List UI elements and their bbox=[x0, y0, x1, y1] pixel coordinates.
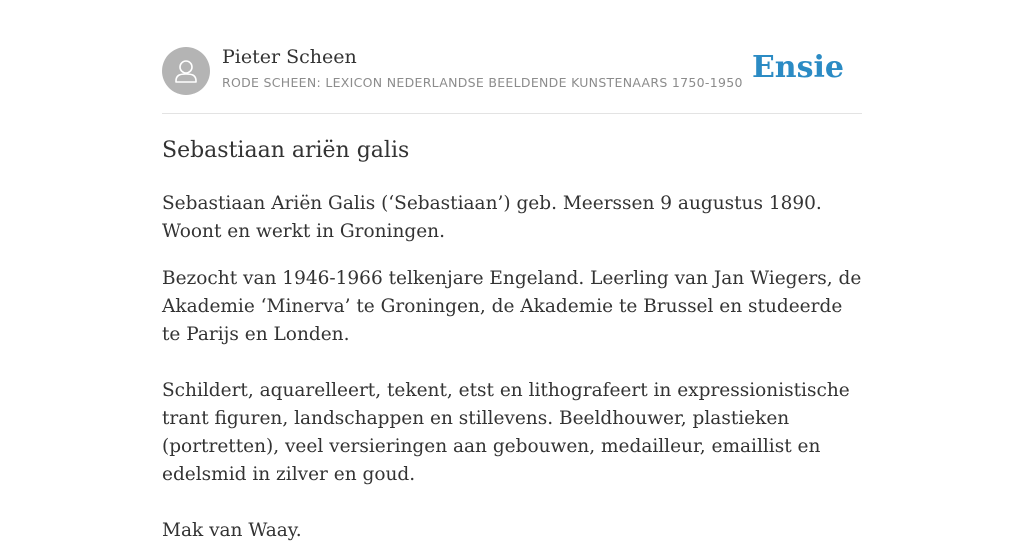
entry-card bbox=[162, 0, 862, 541]
article-body bbox=[162, 190, 862, 545]
paragraph: Bezocht van 1946-1966 telkenjare Engeland. Leerling van Jan Wiegers, de Akademie ‘Minerva’ te Groningen, de Akademie te Brussel en studeerde te Parijs en Londen. bbox=[162, 268, 862, 345]
paragraph: Schildert, aquarelleert, tekent, etst en lithografeert in expressionistische trant figuren, landschappen en stillevens. Beeldhouwer, plastieken (portretten), veel versieringen aan gebouwen, medailleur, emaillist en edelsmid in zilver en goud. bbox=[162, 380, 850, 485]
paragraph: Mak van Waay. bbox=[162, 520, 302, 541]
user-avatar-icon[interactable] bbox=[162, 47, 210, 95]
source-title[interactable]: RODE SCHEEN: LEXICON NEDERLANDSE BEELDENDE KUNSTENAARS 1750-1950 bbox=[222, 75, 743, 90]
ensie-logo[interactable]: Ensie bbox=[751, 50, 844, 85]
paragraph: Sebastiaan Ariën Galis (‘Sebastiaan’) geb. Meerssen 9 augustus 1890. Woont en werkt in Groningen. bbox=[162, 193, 822, 242]
author-name[interactable]: Pieter Scheen bbox=[222, 46, 357, 68]
article-title: Sebastiaan ariën galis bbox=[162, 138, 410, 163]
entry-header bbox=[162, 0, 862, 114]
